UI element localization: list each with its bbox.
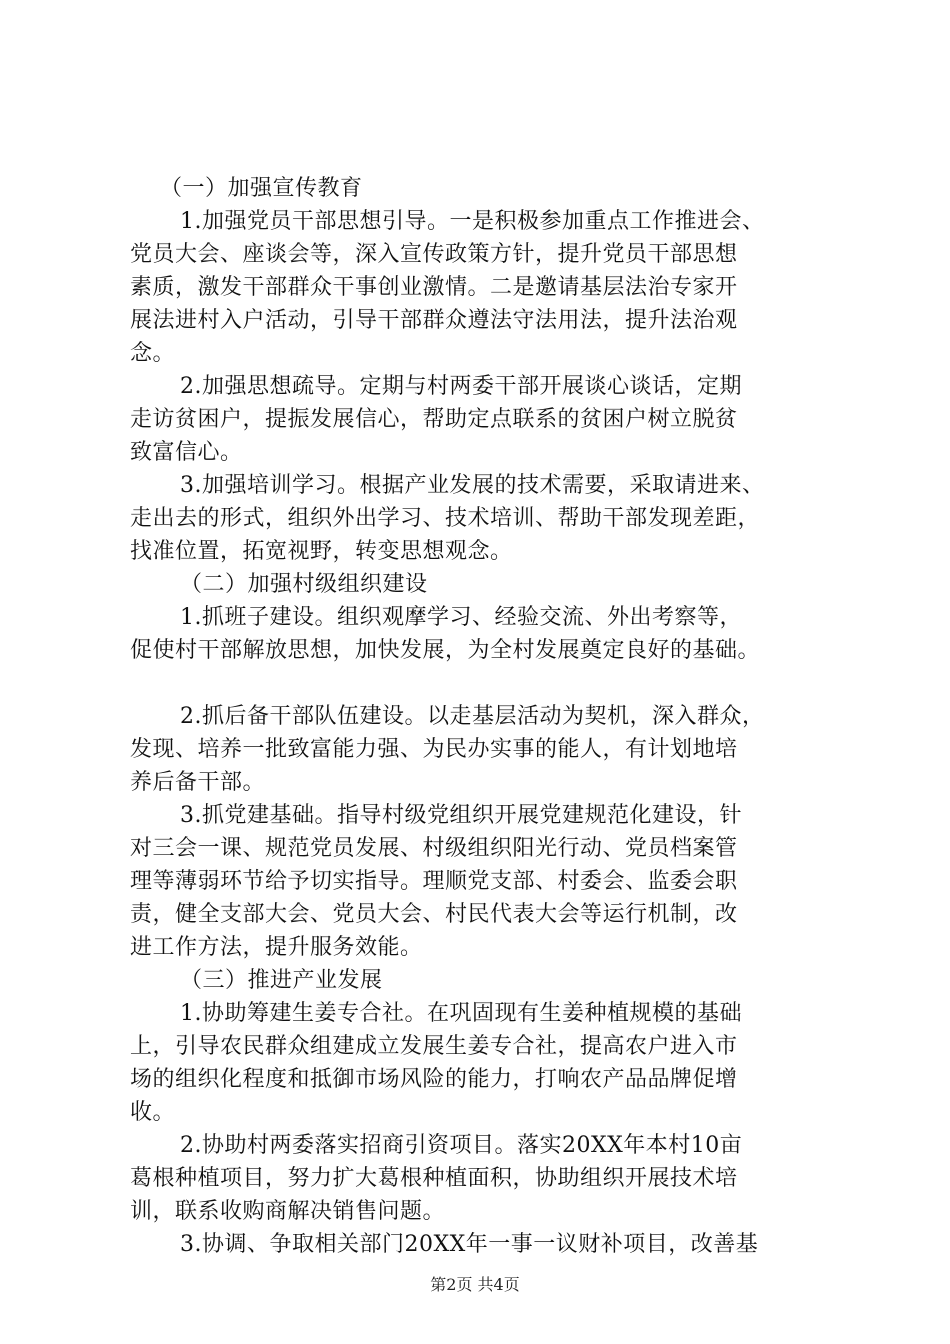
paragraph-line: 2.加强思想疏导。定期与村两委干部开展谈心谈话，定期 — [180, 374, 742, 399]
paragraph-line: 训，联系收购商解决销售问题。 — [130, 1199, 446, 1224]
paragraph-line: 对三会一课、规范党员发展、村级组织阳光行动、党员档案管 — [130, 836, 738, 861]
paragraph-line: 展法进村入户活动，引导干部群众遵法守法用法，提升法治观 — [130, 308, 738, 333]
paragraph-line: 党员大会、座谈会等，深入宣传政策方针，提升党员干部思想 — [130, 242, 738, 267]
page-footer — [0, 1272, 950, 1295]
blank-line — [130, 667, 850, 700]
paragraph-line: 1.抓班子建设。组织观摩学习、经验交流、外出考察等， — [180, 605, 742, 630]
paragraph-line: 找准位置，拓宽视野，转变思想观念。 — [130, 539, 513, 564]
paragraph-line: 3.加强培训学习。根据产业发展的技术需要，采取请进来、 — [180, 473, 765, 498]
section-heading-2: （二）加强村级组织建设 — [180, 572, 428, 597]
paragraph-line: 促使村干部解放思想，加快发展，为全村发展奠定良好的基础。 — [130, 638, 761, 663]
page-number-label: 第2页 共4页 — [430, 1275, 520, 1294]
paragraph-line: 养后备干部。 — [130, 770, 266, 795]
paragraph-line: 致富信心。 — [130, 440, 243, 465]
paragraph-line: 责，健全支部大会、党员大会、村民代表大会等运行机制，改 — [130, 902, 738, 927]
section-heading-1: （一）加强宣传教育 — [160, 176, 363, 201]
section-heading-3: （三）推进产业发展 — [180, 968, 383, 993]
paragraph-line: 收。 — [130, 1100, 176, 1125]
paragraph-line: 1.协助筹建生姜专合社。在巩固现有生姜种植规模的基础 — [180, 1001, 742, 1026]
paragraph-line: 2.抓后备干部队伍建设。以走基层活动为契机，深入群众， — [180, 704, 765, 729]
paragraph-line: 葛根种植项目，努力扩大葛根种植面积，协助组织开展技术培 — [130, 1166, 738, 1191]
paragraph-line: 理等薄弱环节给予切实指导。理顺党支部、村委会、监委会职 — [130, 869, 738, 894]
paragraph-line: 进工作方法，提升服务效能。 — [130, 935, 423, 960]
paragraph-line: 素质，激发干部群众干事创业激情。二是邀请基层法治专家开 — [130, 275, 738, 300]
document-body — [130, 172, 850, 1261]
paragraph-line: 发现、培养一批致富能力强、为民办实事的能人，有计划地培 — [130, 737, 738, 762]
paragraph-line: 场的组织化程度和抵御市场风险的能力，打响农产品品牌促增 — [130, 1067, 738, 1092]
paragraph-line: 走出去的形式，组织外出学习、技术培训、帮助干部发现差距， — [130, 506, 761, 531]
paragraph-line: 2.协助村两委落实招商引资项目。落实20XX年本村10亩 — [180, 1133, 743, 1158]
paragraph-line: 上，引导农民群众组建成立发展生姜专合社，提高农户进入市 — [130, 1034, 738, 1059]
paragraph-line: 念。 — [130, 341, 176, 366]
paragraph-line: 3.协调、争取相关部门20XX年一事一议财补项目，改善基 — [180, 1232, 759, 1257]
paragraph-line: 3.抓党建基础。指导村级党组织开展党建规范化建设，针 — [180, 803, 742, 828]
paragraph-line: 1.加强党员干部思想引导。一是积极参加重点工作推进会、 — [180, 209, 765, 234]
paragraph-line: 走访贫困户，提振发展信心，帮助定点联系的贫困户树立脱贫 — [130, 407, 738, 432]
